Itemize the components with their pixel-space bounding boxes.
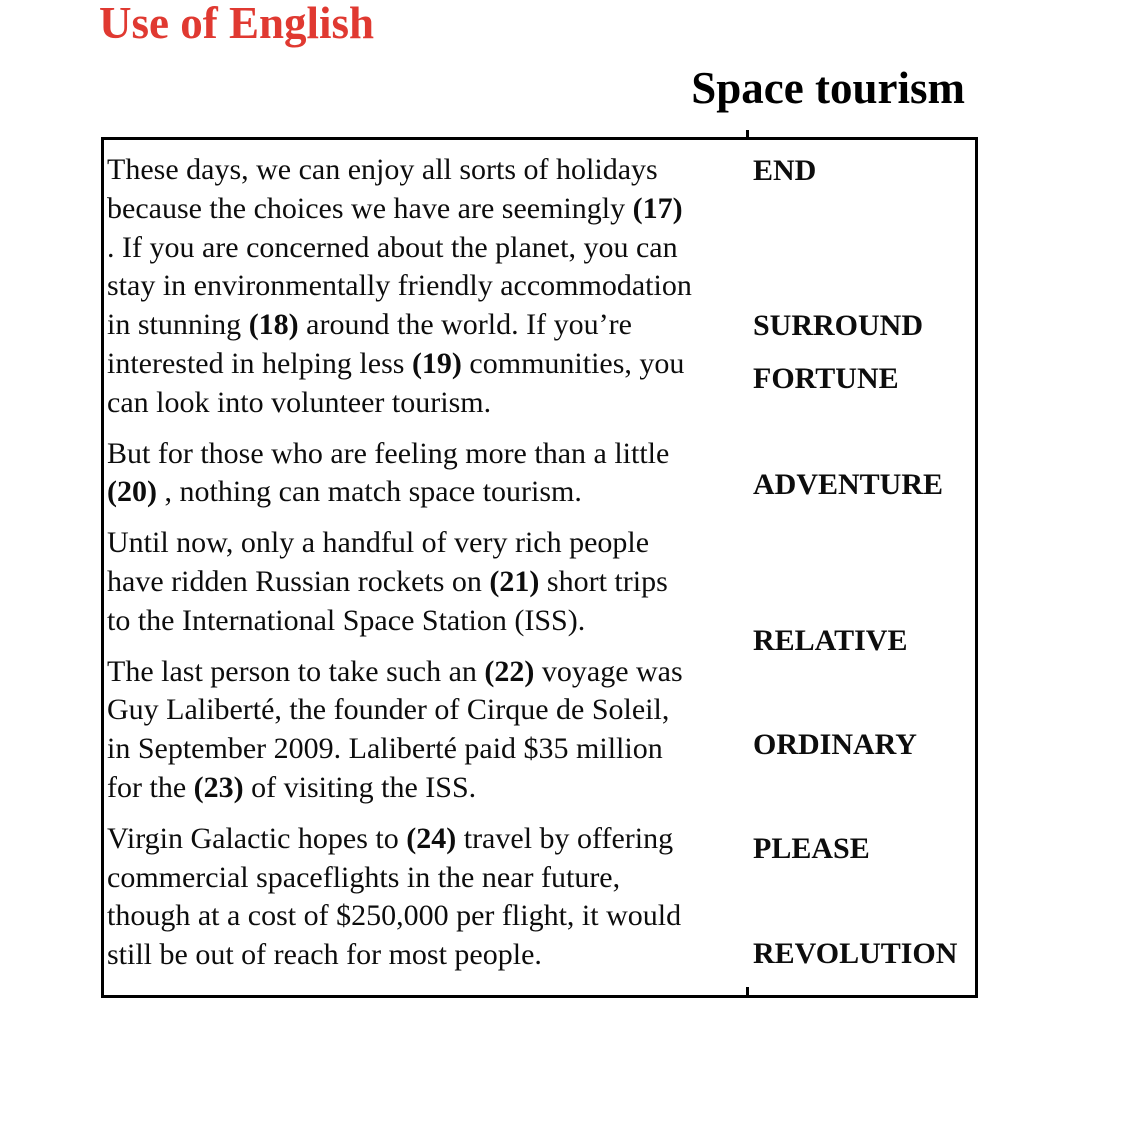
passage-text: Guy Laliberté, the founder of Cirque de Soleil, bbox=[107, 693, 670, 727]
gap-number: (20) bbox=[107, 475, 157, 509]
passage-line bbox=[107, 897, 692, 936]
gap-number: (18) bbox=[248, 308, 299, 342]
passage-text: though at a cost of $250,000 per flight, it would bbox=[107, 899, 682, 933]
passage-line bbox=[107, 524, 692, 563]
passage-line bbox=[107, 820, 692, 859]
passage-text: around the world. If you’re bbox=[298, 308, 632, 342]
keyword-revolution: REVOLUTION bbox=[753, 937, 958, 970]
passage-text: still be out of reach for most people. bbox=[107, 938, 542, 972]
keyword-end: END bbox=[753, 154, 817, 187]
passage-text: Virgin Galactic hopes to bbox=[107, 821, 407, 855]
passage-text: for the bbox=[107, 770, 194, 804]
passage-line bbox=[107, 306, 692, 345]
passage-text: can look into volunteer tourism. bbox=[107, 385, 492, 419]
passage-line bbox=[107, 267, 692, 306]
column-divider-tick-bottom bbox=[746, 987, 749, 995]
passage-paragraph bbox=[107, 524, 692, 640]
passage-line bbox=[107, 435, 692, 474]
passage-text: of visiting the ISS. bbox=[243, 770, 477, 804]
passage-text: have ridden Russian rockets on bbox=[107, 564, 490, 598]
passage-text: because the choices we have are seemingly bbox=[107, 191, 633, 225]
passage-text: voyage was bbox=[534, 654, 683, 688]
gap-number: (19) bbox=[411, 346, 462, 380]
passage-text: But for those who are feeling more than a little bbox=[107, 436, 670, 470]
passage-paragraph bbox=[107, 151, 692, 423]
keyword-adventure: ADVENTURE bbox=[753, 468, 944, 501]
passage-text: stay in environmentally friendly accommodation bbox=[107, 269, 692, 303]
gap-number: (22) bbox=[484, 654, 535, 688]
keyword-fortune: FORTUNE bbox=[753, 362, 899, 395]
gap-number: (17) bbox=[632, 191, 683, 225]
passage-paragraph bbox=[107, 820, 692, 975]
passage-text: The last person to take such an bbox=[107, 654, 485, 688]
passage-text: , nothing can match space tourism. bbox=[156, 475, 582, 509]
passage-text: . If you are concerned about the planet, you can bbox=[107, 230, 678, 264]
column-divider-tick-top bbox=[746, 130, 749, 140]
passage-line bbox=[107, 563, 692, 602]
exercise-table bbox=[101, 137, 978, 998]
passage-line bbox=[107, 602, 692, 641]
keyword-please: PLEASE bbox=[753, 832, 870, 865]
passage-line bbox=[107, 691, 692, 730]
passage-title: Space tourism bbox=[691, 63, 965, 113]
keyword-surround: SURROUND bbox=[753, 309, 924, 342]
passage-text: commercial spaceflights in the near future, bbox=[107, 860, 621, 894]
passage-line bbox=[107, 859, 692, 898]
keywords-column bbox=[753, 140, 975, 995]
gap-number: (24) bbox=[406, 821, 457, 855]
passage-line bbox=[107, 384, 692, 423]
passage-text: in stunning bbox=[107, 308, 249, 342]
passage-text: travel by offering bbox=[456, 821, 674, 855]
passage-text: in September 2009. Laliberté paid $35 million bbox=[107, 732, 663, 766]
passage-line bbox=[107, 151, 692, 190]
passage-text: interested in helping less bbox=[107, 346, 412, 380]
keyword-relative: RELATIVE bbox=[753, 624, 908, 657]
gap-number: (21) bbox=[489, 564, 540, 598]
gap-number: (23) bbox=[193, 770, 244, 804]
passage-line bbox=[107, 769, 692, 808]
passage-text: short trips bbox=[539, 564, 668, 598]
passage-line bbox=[107, 730, 692, 769]
page-title: Use of English bbox=[99, 0, 375, 48]
passage-line bbox=[107, 936, 692, 975]
passage-text: to the International Space Station (ISS). bbox=[107, 603, 586, 637]
passage-column bbox=[104, 140, 692, 987]
passage-line bbox=[107, 345, 692, 384]
passage-text: communities, you bbox=[461, 346, 685, 380]
passage-line bbox=[107, 190, 692, 229]
keyword-ordinary: ORDINARY bbox=[753, 728, 917, 761]
passage-line bbox=[107, 229, 692, 268]
passage-text: These days, we can enjoy all sorts of holidays bbox=[107, 153, 658, 186]
passage-paragraph bbox=[107, 435, 692, 513]
passage-line bbox=[107, 473, 692, 512]
passage-text: Until now, only a handful of very rich people bbox=[107, 526, 650, 560]
passage-line bbox=[107, 653, 692, 692]
passage-paragraph bbox=[107, 653, 692, 808]
